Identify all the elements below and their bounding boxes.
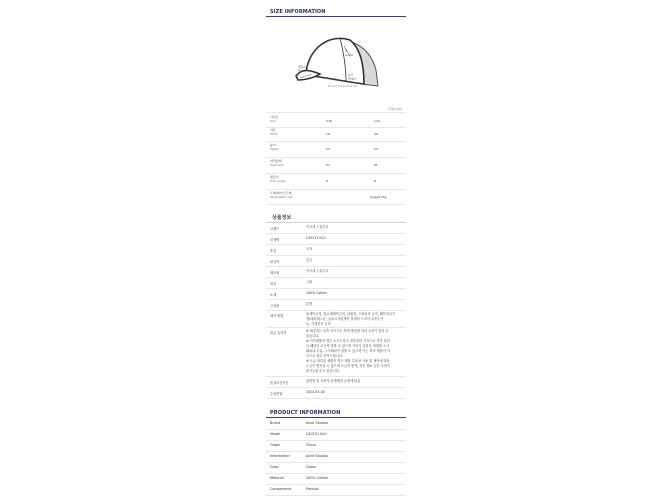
info-row-brand: 브랜드 아크네 스튜디오	[266, 223, 406, 234]
unit-label: 단위 (cm)	[388, 107, 402, 111]
prod-row-origin: Origin China	[266, 441, 406, 452]
product-detail-page	[266, 0, 406, 500]
diagram-label-width: 폭	[345, 49, 348, 53]
size-row-width: 가로 Width 19 20	[266, 127, 406, 142]
size-row-height: 높이 Height 13 14	[266, 142, 406, 158]
size-row-weight: 무게/케이스무게 Weight/With case - (kg)g/17kg	[266, 190, 406, 205]
info-row-type: 종류 모자	[266, 245, 406, 256]
size-row-brim-length: 챙길이 Brim Length 6 8	[266, 174, 406, 190]
cap-size-diagram	[288, 24, 388, 92]
prod-row-material: Material 100% Cotton	[266, 474, 406, 485]
info-row-color: 색상 그린	[266, 278, 406, 289]
product-info-ko-title: 상품정보	[272, 215, 292, 221]
prod-row-brand: Brand Acne Studios	[266, 419, 406, 430]
diagram-label-height: 높이	[348, 74, 354, 77]
info-row-model: 모델명 C40231 KLO	[266, 234, 406, 245]
product-information-title: PRODUCT INFORMATION	[270, 410, 341, 416]
info-row-origin: 원산지 중국	[266, 256, 406, 267]
diagram-label-brim-en: Brim	[298, 69, 304, 73]
size-information-title: SIZE INFORMATION	[270, 9, 326, 15]
prod-row-components: Components Product	[266, 485, 406, 496]
info-row-caution: 취급 유의점 ※ 제공되는 실측 사이즈는 측정 방법에 따라 오차가 있을 수 있습니다. ※ 이탁제품의 경우 소프트하고 내추럴한 가죽으로 가죽 컬러 나 패턴이 조금씩 다를 수 있으며 가죽의 특성상 미세한 스크 래치나 주름, 스크래치가 있을 수 있으며 이는 하자 제품이 아 니므로 참고 부탁드립니다. ※ 도급 처리된 제품의 경우 재봉 특성상 사용 및 세탁에 따라 도금이 벗겨질 수 있으며 도금의 변색, 자인 해소 등은 수선이 불가능할 수도 있습니다.	[266, 328, 406, 377]
diagram-label-width-en: Length	[345, 54, 354, 57]
info-row-import-date: 수입연월 2024-03-18	[266, 388, 406, 399]
diagram-label-height-en: Height	[348, 77, 356, 81]
size-col-2: L-XL	[374, 119, 381, 123]
section-divider	[266, 417, 406, 418]
section-divider	[266, 16, 406, 17]
info-row-washing: 세탁 방법 물세탁금지, 염소계세탁금지, 다림질, 스팀처리 금지, 때뜨리클루 경(메리텍스)는 클로르크린세탁 불세탁 드라이크리닝 가 능, 기계건조 금지	[266, 311, 406, 328]
size-header-label: 사이즈 Size	[270, 115, 279, 123]
size-row-head-girth: 머리둘레 Head Girth 57 61	[266, 158, 406, 174]
diagram-label-brim: 챙길이	[298, 66, 306, 69]
info-row-material: 소재 100% Cotton	[266, 289, 406, 300]
prod-row-model: Model C40231 KLO	[266, 430, 406, 441]
info-row-components: 구성품 본품	[266, 300, 406, 311]
info-row-warranty: 품질보증기준 관련법 및 소비자 분쟁해결 규정에 따름	[266, 377, 406, 388]
info-row-manufacturer: 제조원 아크네 스튜디오	[266, 267, 406, 278]
size-col-1: S-M	[326, 119, 332, 123]
prod-row-color: Color Green	[266, 463, 406, 474]
prod-row-information: Information Acne Studios	[266, 452, 406, 463]
size-table-header	[266, 112, 406, 128]
